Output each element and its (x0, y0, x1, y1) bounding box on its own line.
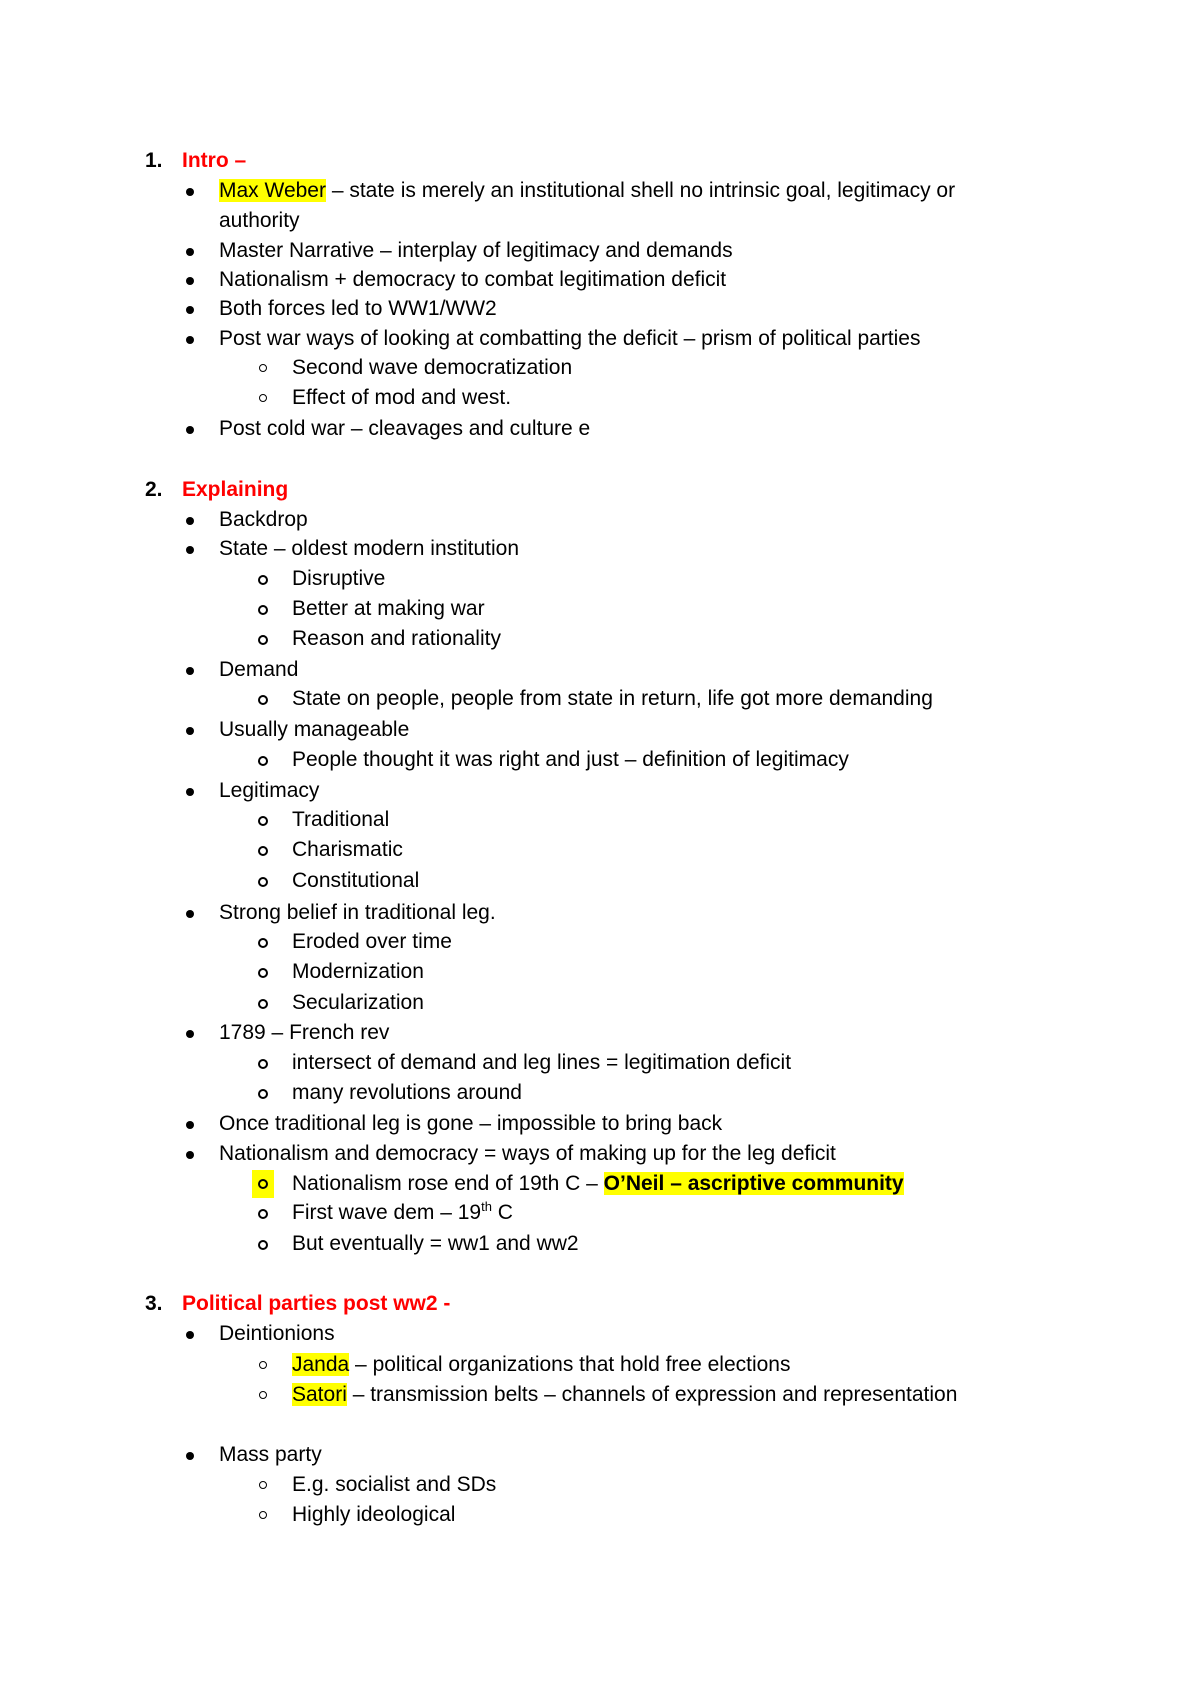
sub-list-item: Effect of mod and west. (292, 386, 512, 409)
list-item: Demand (219, 658, 299, 681)
section-3-heading: Political parties post ww2 - (182, 1292, 451, 1315)
list-item: Max Weber – state is merely an institutional shell no intrinsic goal, legitimacy or (219, 179, 956, 202)
list-item-continuation: authority (219, 209, 300, 232)
list-item: Backdrop (219, 508, 308, 531)
list-item: Mass party (219, 1443, 322, 1466)
highlight-oneil: O’Neil – ascriptive community (603, 1172, 904, 1195)
sub-list-item: Eroded over time (292, 930, 452, 953)
sub-list-item: Disruptive (292, 567, 386, 590)
sub-bullet (258, 756, 268, 766)
list-item: Both forces led to WW1/WW2 (219, 297, 497, 320)
list-item: Deintionions (219, 1322, 335, 1345)
bullet (186, 426, 194, 434)
section-3-number: 3. (145, 1292, 163, 1315)
sub-bullet (258, 1179, 268, 1189)
bullet (186, 1331, 194, 1339)
sub-bullet (259, 394, 267, 402)
bullet (186, 277, 194, 285)
sub-list-item: E.g. socialist and SDs (292, 1473, 497, 1496)
bullet (186, 667, 194, 675)
sub-list-item: many revolutions around (292, 1081, 522, 1104)
bullet (186, 1151, 194, 1159)
sub-list-item: Charismatic (292, 838, 403, 861)
sub-bullet (258, 846, 268, 856)
bullet (186, 517, 194, 525)
sub-bullet (258, 1240, 268, 1250)
sub-bullet (259, 364, 267, 372)
sub-list-item: Satori – transmission belts – channels of expression and representation (292, 1383, 958, 1406)
section-1-number: 1. (145, 149, 163, 172)
bullet (186, 1121, 194, 1129)
sub-bullet (259, 1391, 267, 1399)
bullet (186, 306, 194, 314)
highlight-max-weber: Max Weber (219, 179, 326, 202)
sub-bullet (258, 999, 268, 1009)
sub-bullet (258, 575, 268, 585)
sub-bullet (258, 1059, 268, 1069)
sub-list-item: Traditional (292, 808, 390, 831)
sub-list-item: Reason and rationality (292, 627, 501, 650)
list-item: Post war ways of looking at combatting the deficit – prism of political parties (219, 327, 921, 350)
highlight-janda: Janda (292, 1353, 350, 1376)
bullet (186, 188, 194, 196)
sub-list-item: Secularization (292, 991, 424, 1014)
bullet (186, 1030, 194, 1038)
sub-list-item: First wave dem – 19th C (292, 1199, 513, 1224)
bullet (186, 910, 194, 918)
list-item: Master Narrative – interplay of legitimacy and demands (219, 239, 733, 262)
sub-bullet (258, 1209, 268, 1219)
sub-list-item: But eventually = ww1 and ww2 (292, 1232, 579, 1255)
sub-list-item: Modernization (292, 960, 424, 983)
sub-bullet (259, 1481, 267, 1489)
sub-bullet (258, 605, 268, 615)
sub-bullet (258, 1089, 268, 1099)
sub-list-item: Better at making war (292, 597, 485, 620)
list-item: Legitimacy (219, 779, 320, 802)
highlight-satori: Satori (292, 1383, 347, 1406)
sub-list-item: Constitutional (292, 869, 420, 892)
bullet (186, 546, 194, 554)
sub-list-item: Nationalism rose end of 19th C – O’Neil – ascriptive community (292, 1172, 904, 1195)
section-1-heading: Intro – (182, 149, 247, 172)
list-item: Post cold war – cleavages and culture e (219, 417, 591, 440)
sub-list-item: Janda – political organizations that hold free elections (292, 1353, 791, 1376)
sub-bullet (258, 816, 268, 826)
sub-bullet (258, 695, 268, 705)
list-item: Nationalism and democracy = ways of making up for the leg deficit (219, 1142, 836, 1165)
bullet (186, 1452, 194, 1460)
sub-bullet (258, 938, 268, 948)
bullet (186, 336, 194, 344)
list-item: Nationalism + democracy to combat legitimation deficit (219, 268, 727, 291)
list-item: Usually manageable (219, 718, 410, 741)
bullet (186, 248, 194, 256)
list-item: State – oldest modern institution (219, 537, 520, 560)
sub-bullet (259, 1361, 267, 1369)
sub-bullet (258, 877, 268, 887)
sub-list-item: Second wave democratization (292, 356, 573, 379)
bullet (186, 788, 194, 796)
section-2-number: 2. (145, 478, 163, 501)
sub-bullet (258, 968, 268, 978)
sub-bullet (259, 1511, 267, 1519)
sub-list-item: Highly ideological (292, 1503, 456, 1526)
list-item: Once traditional leg is gone – impossible to bring back (219, 1112, 723, 1135)
list-item: 1789 – French rev (219, 1021, 390, 1044)
sub-list-item: State on people, people from state in return, life got more demanding (292, 687, 933, 710)
bullet (186, 727, 194, 735)
list-item: Strong belief in traditional leg. (219, 901, 496, 924)
sub-list-item: People thought it was right and just – definition of legitimacy (292, 748, 849, 771)
section-2-heading: Explaining (182, 478, 289, 501)
sub-list-item: intersect of demand and leg lines = legitimation deficit (292, 1051, 792, 1074)
sub-bullet (258, 635, 268, 645)
